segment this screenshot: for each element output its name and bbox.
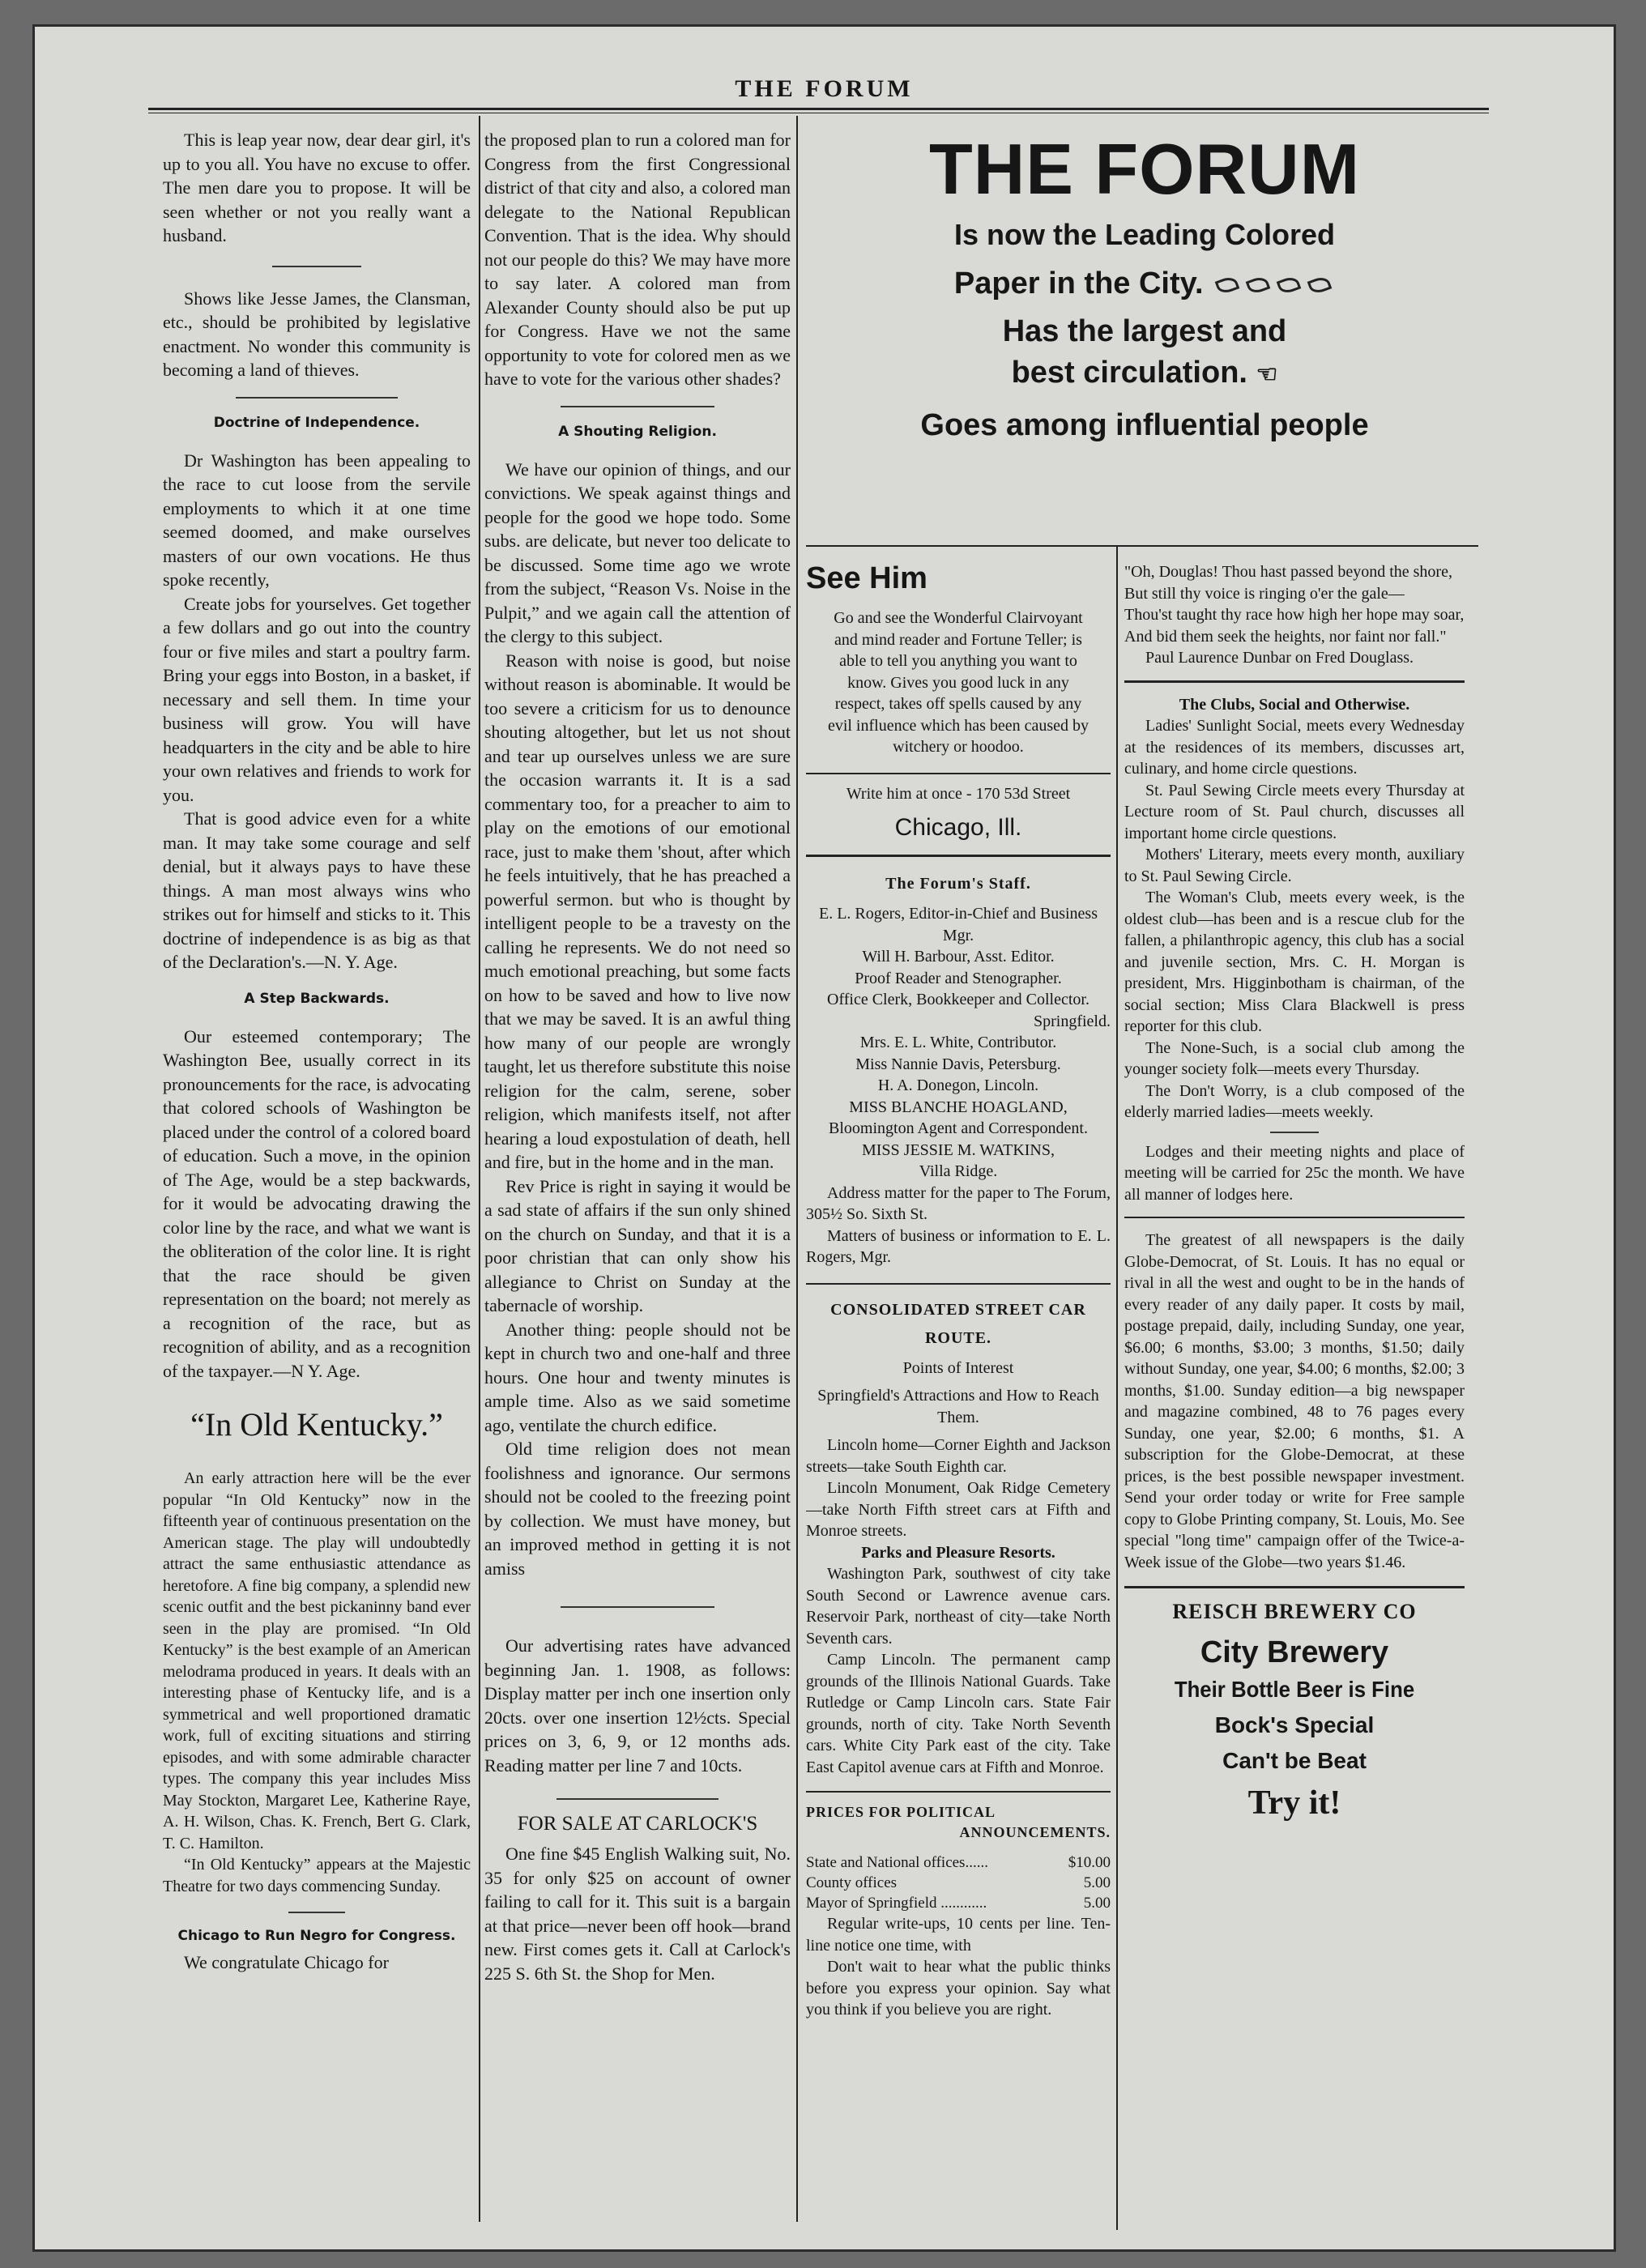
club-entry: The Woman's Club, meets every week, is the oldest club—has been and is a rescue club for the fallen, a philanthropic agency, this club has a social and juvenile section, Mrs. C. H. Morgan is president, Mrs. Higginbotham is chairman, of the social section; Miss Clara Blackwell is press reporter for this club.	[1124, 889, 1465, 1035]
car-route-title-1: CONSOLIDATED STREET CAR	[830, 1300, 1086, 1319]
headline-shouting-religion: A Shouting Religion.	[558, 423, 717, 440]
column-rule	[1116, 545, 1118, 2230]
headline-doctrine: Doctrine of Independence.	[213, 414, 420, 431]
prices-p1: Regular write-ups, 10 cents per line. Ten-line notice one time, with	[806, 1915, 1111, 1955]
column-4	[1124, 561, 1465, 2214]
article-chicago: We congratulate Chicago for	[184, 1952, 389, 1972]
club-entry: Ladies' Sunlight Social, meets every Wednesday at the residences of its members, discusses art, culinary, and home circle questions.	[1124, 717, 1465, 778]
price-value: 5.00	[1083, 1874, 1111, 1891]
poem-line: Thou'st taught thy race how high her hope may soar,	[1124, 606, 1465, 624]
staff-list	[806, 903, 1111, 1268]
masthead-rule	[148, 108, 1489, 110]
leaf-ornament-icon	[1307, 275, 1333, 296]
forum-ad-line2-row	[812, 266, 1477, 301]
poem-line: "Oh, Douglas! Thou hast passed beyond the shore,	[1124, 563, 1452, 581]
car-route-title-2: ROUTE.	[924, 1328, 992, 1347]
headline-chicago: Chicago to Run Negro for Congress.	[177, 1928, 456, 1944]
car-route-p3: Washington Park, southwest of city take South Second or Lawrence avenue cars. Reservoir Park, northeast of city—take North Seventh cars.	[806, 1565, 1111, 1648]
section-rule	[1124, 1217, 1465, 1218]
article-leap-year: This is leap year now, dear dear girl, it's up to you all. You have no excuse to offer. The men dare you to propose. It will be seen whether or not you really want a husband.	[163, 130, 471, 245]
section-rule	[806, 855, 1111, 857]
club-entry: St. Paul Sewing Circle meets every Thursday at Lecture room of St. Paul church, discusses all important home circle questions.	[1124, 781, 1465, 842]
brewery-line2: Their Bottle Beer is Fine	[1174, 1677, 1415, 1702]
ad-bottom-rule	[806, 545, 1478, 547]
separator	[1270, 1132, 1319, 1133]
price-label: State and National offices......	[806, 1854, 988, 1871]
staff-line: MISS JESSIE M. WATKINS,	[861, 1140, 1055, 1159]
headline-old-kentucky: “In Old Kentucky.”	[190, 1406, 443, 1443]
see-him-title: See Him	[806, 561, 927, 595]
headline-for-sale: FOR SALE AT CARLOCK'S	[517, 1813, 758, 1835]
club-entry: Mothers' Literary, meets every month, auxiliary to St. Paul Sewing Circle.	[1124, 846, 1465, 885]
price-row	[806, 1893, 1111, 1913]
staff-line: Address matter for the paper to The Forum, 305½ So. Sixth St.	[806, 1183, 1111, 1223]
car-route-p4: Camp Lincoln. The permanent camp grounds of the Illinois National Guards. Take Rutledge or Camp Lincoln cars. State Fair grounds, north of city. Take North Seventh cars. White City Park east of the city. Take East Capitol avenue cars at Fifth and Monroe.	[806, 1651, 1111, 1776]
article-shouting-p3: Rev Price is right in saying it would be a sad state of affairs if the sun only shined on the church on Sunday, and that it is a poor christian that can only show his allegiance to Christ on Sunday at the tabernacle of worship.	[484, 1175, 791, 1315]
globe-democrat-ad: The greatest of all newspapers is the daily Globe-Democrat, of St. Louis. It has no equal or rival in all the west and ought to be in the hands of every reader of any daily paper. It costs by mail, postage prepaid, daily, including Sunday, one year, $6.00; 6 months, $3.00; 3 months, $1.50; daily without Sunday, one year, $4.00; 6 months, $2.00; 3 months, $1.00. Sunday edition—a big newspaper and magazine combined, 48 to 76 pages every Sunday, one year, $2.00; 6 months, $1. A subscription for the Globe-Democrat, at these prices, is the best possible newspaper investment. Send your order today or write for Free sample copy to Globe Printing company, St. Louis, Mo. See special "long time" campaign offer of the Twice-a-Week issue of the Globe—two years $1.46.	[1124, 1231, 1465, 1571]
section-rule	[806, 1791, 1111, 1793]
column-rule	[479, 116, 480, 2222]
article-shouting-p4: Another thing: people should not be kept in church two and one-half and three hours. One hour and twenty minutes is ample time. Also as we said sometime ago, ventilate the church edifice.	[484, 1319, 791, 1435]
see-him-city: Chicago, Ill.	[894, 814, 1022, 841]
staff-line: MISS BLANCHE HOAGLAND,	[849, 1098, 1068, 1116]
car-route-p2: Lincoln Monument, Oak Ridge Cemetery—take North Fifth street cars at Fifth and Monroe streets.	[806, 1479, 1111, 1540]
article-step-backwards: Our esteemed contemporary; The Washington Bee, usually correct in its pronouncements for the race, is advocating that colored schools of Washington be placed under the control of a colored board of education. Such a move, in the opinion of The Age, would be a step backwards, for it would be advocating drawing the color line by the race, and what we want is the obliteration of the color line. It is right that the race should be given representation on the board; not merely as a recognition of the race, but as recognition of ability, and as a recognition of the taxpayer.—N Y. Age.	[163, 1025, 471, 1381]
price-value: $10.00	[1068, 1854, 1111, 1871]
prices-title-2: ANNOUNCEMENTS.	[959, 1824, 1111, 1840]
forum-ad-line1: Is now the Leading Colored	[953, 218, 1336, 251]
lodges-notice: Lodges and their meeting nights and place of meeting will be carried for 25c the month. We have all manner of lodges here.	[1124, 1142, 1465, 1204]
poem-line: But still thy voice is ringing o'er the gale—	[1124, 584, 1405, 603]
article-chicago-cont: the proposed plan to run a colored man for Congress from the first Congressional district of that city and also, a colored man delegate to the National Republican Convention. That is the idea. Why should not our people do this? We may have more to say later. A colored man from Alexander County should also be put up for Congress. Have we not the same opportunity to vote for colored men as we have to vote for the various other shades?	[484, 130, 791, 389]
forum-ad-line4: best circulation.	[1011, 356, 1247, 390]
brewery-line4: Can't be Beat	[1222, 1748, 1367, 1773]
section-rule	[806, 1283, 1111, 1285]
article-kentucky-p2: “In Old Kentucky” appears at the Majestic Theatre for two days commencing Sunday.	[163, 1856, 471, 1895]
forum-ad-line3: Has the largest and	[1002, 314, 1287, 348]
article-shows: Shows like Jesse James, the Clansman, etc., should be prohibited by legislative enactment. No wonder this community is becoming a land of thieves.	[163, 288, 471, 380]
forum-ad-line4-row	[812, 356, 1477, 390]
headline-step-backwards: A Step Backwards.	[244, 990, 390, 1007]
column-2	[484, 128, 791, 2242]
clubs-heading: The Clubs, Social and Otherwise.	[1179, 695, 1410, 714]
column-1	[163, 128, 471, 2242]
staff-line: Matters of business or information to E. L. Rogers, Mgr.	[806, 1226, 1111, 1266]
poem-credit: Paul Laurence Dunbar on Fred Douglass.	[1145, 649, 1414, 667]
brewery-line1: City Brewery	[1200, 1635, 1389, 1669]
separator	[561, 406, 714, 407]
for-sale-text: One fine $45 English Walking suit, No. 35 for only $25 on account of owner failing to call for it. This suit is a bargain at that price—never been off hook—brand new. First comes gets it. Call at Carlock's 225 S. 6th St. the Shop for Men.	[484, 1844, 791, 1984]
staff-line: Office Clerk, Bookkeeper and Collector.	[827, 991, 1090, 1008]
article-shouting-p5: Old time religion does not mean foolishness and ignorance. Our sermons should not be cooled to the freezing point by collection. We must have money, but an improved method in getting it is not amiss	[484, 1439, 791, 1579]
prices-title-1: PRICES FOR POLITICAL	[806, 1804, 996, 1820]
leaf-ornament-icon	[1215, 275, 1240, 296]
staff-line: Bloomington Agent and Correspondent.	[829, 1119, 1088, 1137]
see-him-body: Go and see the Wonderful Clairvoyant and mind reader and Fortune Teller; is able to tell you anything you want to know. Gives you good luck in any respect, takes off spells caused by any evil influence which has been caused by witchery or hoodoo.	[827, 609, 1090, 756]
car-route-parks-heading: Parks and Pleasure Resorts.	[861, 1543, 1055, 1562]
separator	[556, 1798, 719, 1800]
price-row	[806, 1873, 1111, 1893]
article-doctrine-p3: That is good advice even for a white man. It may take some courage and self denial, but it always pays to have these things. A man most always wins who strikes out for himself and sticks to it. This doctrine of independence is as big as that of the Declaration's.—N. Y. Age.	[163, 808, 471, 972]
see-him-write: Write him at once - 170 53d Street	[846, 784, 1071, 803]
staff-line: Springfield.	[1034, 1012, 1111, 1030]
forum-advertisement	[812, 124, 1477, 529]
leaf-ornament-icon	[1277, 275, 1302, 296]
club-entry: The Don't Worry, is a club composed of the elderly married ladies—meets weekly.	[1124, 1081, 1465, 1121]
separator	[561, 1606, 714, 1608]
see-him-rule	[806, 773, 1111, 774]
article-doctrine-p1: Dr Washington has been appealing to the race to cut loose from the servile employments to which it at one time seemed doomed, and make ourselves masters of our own vocations. He thus spoke recently,	[163, 450, 471, 590]
car-route-sub2: Springfield's Attractions and How to Reach Them.	[817, 1387, 1099, 1426]
price-label: County offices	[806, 1874, 898, 1891]
article-shouting-p2: Reason with noise is good, but noise without reason is abominable. It would be too severe a criticism for us to denounce shouting altogether, but let us not shout and tear up ourselves unless we are sure the occasion warrants it. It is a sad commentary too, for a preacher to aim to play on the emotions of our emotional race, just to make them 'shout, after which he feels intuitively, that he has preached a powerful sermon. but who is thought by intelligent people to be a travesty on the calling he represents. We do not need so much emotional preaching, but some facts on how to be saved and how to live now that we may be saved. It is an awful thing how many of our people are wrongly taught, let us therefore substitute this noise religion for the calm, serene, sober religion, which manifests itself, not after hearing a loud expostulation of death, hell and fire, but in the home and in the man.	[484, 650, 791, 1172]
staff-line: Proof Reader and Stenographer.	[855, 969, 1062, 987]
staff-line: Mrs. E. L. White, Contributor.	[859, 1034, 1057, 1051]
article-shouting-p1: We have our opinion of things, and our convictions. We speak against things and people for the good we hope todo. Some subs. are delicate, but never too delicate to be discussed. Some time ago we wrote from the subject, “Reason Vs. Noise in the Pulpit,” and we again call the attention of the clergy to this subject.	[484, 458, 791, 646]
staff-line: Villa Ridge.	[919, 1162, 998, 1180]
staff-line: Will H. Barbour, Asst. Editor.	[862, 948, 1055, 966]
section-rule	[1124, 1586, 1465, 1588]
newspaper-page	[32, 24, 1616, 2252]
car-route-p1: Lincoln home—Corner Eighth and Jackson streets—take South Eighth car.	[806, 1436, 1111, 1476]
advertising-rates: Our advertising rates have advanced beginning Jan. 1. 1908, as follows: Display matter per inch one insertion only 20cts. over one insertion 12½cts. Special prices on 3, 6, 9, or 12 months ads. Reading matter per line 7 and 10cts.	[484, 1635, 791, 1776]
brewery-line3: Bock's Special	[1214, 1712, 1375, 1737]
club-entry: The None-Such, is a social club among the younger society folk—meets every Thursday.	[1124, 1038, 1465, 1078]
article-kentucky-p1: An early attraction here will be the ever popular “In Old Kentucky” now in the fifteenth year of continuous presentation on the American stage. The play will undoubtedly attract the same enthusiastic attendance as heretofore. A fine big company, a splendid new scenic outfit and the best pickaninny band ever seen in the play are promised. “In Old Kentucky” is the best example of an American melodrama produced in years. It deals with an interesting phase of Kentucky life, and is a symmetrical and well proportioned dramatic work, full of exciting situations and stirring episodes, and with some admirable character types. The company this year includes Miss May Stockton, Margaret Lee, Katherine Raye, A. H. Wilson, Chas. K. French, Bert G. Clark, T. C. Hamilton.	[163, 1469, 471, 1852]
staff-line: Miss Nannie Davis, Petersburg.	[855, 1055, 1061, 1073]
brewery-ad	[1124, 1600, 1465, 1823]
staff-line: H. A. Donegon, Lincoln.	[877, 1076, 1039, 1094]
hand-pointer-icon: ☜	[1256, 361, 1278, 388]
section-rule	[1124, 680, 1465, 683]
price-row	[806, 1852, 1111, 1873]
masthead: THE FORUM	[735, 75, 914, 102]
forum-ad-title: THE FORUM	[928, 129, 1361, 209]
leaf-ornament-icon	[1246, 275, 1271, 296]
separator	[272, 266, 361, 267]
douglass-poem	[1124, 561, 1465, 669]
price-value: 5.00	[1083, 1895, 1111, 1912]
car-route-sub1: Points of Interest	[902, 1358, 1014, 1377]
brewery-name: REISCH BREWERY CO	[1172, 1600, 1417, 1623]
column-3	[806, 561, 1111, 2214]
forum-ad-line5: Goes among influential people	[920, 408, 1369, 442]
prices-p2: Don't wait to hear what the public thinks before you express your opinion. Say what you think if you believe you are right.	[806, 1958, 1111, 2019]
article-doctrine-p2: Create jobs for yourselves. Get together a few dollars and go out into the country four or five miles and start a poultry farm. Bring your eggs into Boston, in a basket, if necessary and sell them. In time your business will grow. You will have headquarters in the city and be able to hire your own relatives and friends to work for you.	[163, 593, 471, 805]
poem-line: And bid them seek the heights, nor faint nor fall."	[1124, 627, 1447, 646]
price-label: Mayor of Springfield ............	[806, 1895, 987, 1912]
column-rule	[796, 116, 798, 2222]
separator	[236, 397, 398, 399]
separator	[288, 1912, 345, 1913]
clubs-section	[1124, 694, 1465, 1206]
staff-line: E. L. Rogers, Editor-in-Chief and Business Mgr.	[819, 905, 1098, 944]
brewery-line5: Try it!	[1247, 1784, 1341, 1822]
staff-title: The Forum's Staff.	[885, 875, 1031, 893]
forum-ad-line2: Paper in the City.	[953, 266, 1204, 301]
